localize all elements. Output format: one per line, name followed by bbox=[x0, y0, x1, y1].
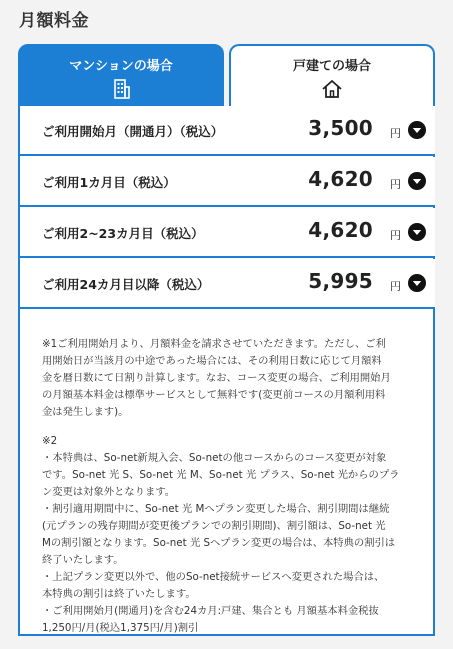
fee-panel bbox=[18, 106, 435, 636]
fee-unit: 円 bbox=[390, 280, 401, 293]
fee-row-month-2-23[interactable] bbox=[20, 208, 435, 258]
note-line: ※2 bbox=[42, 435, 58, 447]
note-line: ・上記プラン変更以外で、他のSo-net接続サービスへ変更された場合は、 bbox=[42, 571, 385, 583]
note-line: ※1ご利用開始月より、月額料金を請求させていただきます。ただし、ご利 bbox=[42, 338, 386, 350]
house-icon bbox=[321, 78, 343, 100]
fee-label: ご利用1カ月目（税込） bbox=[42, 175, 176, 190]
residence-type-tabs bbox=[18, 44, 435, 106]
note-line: 本特典の割引は終了いたします。 bbox=[42, 588, 196, 600]
fee-label: ご利用開始月（開通月）（税込） bbox=[42, 124, 224, 139]
page-title: 月額料金 bbox=[19, 11, 89, 31]
note-line: ン変更は対象外となります。 bbox=[42, 486, 176, 498]
chevron-down-icon[interactable] bbox=[408, 223, 426, 241]
fee-notes bbox=[42, 336, 422, 649]
fee-price: 4,620 bbox=[308, 218, 373, 242]
note-1 bbox=[42, 336, 422, 421]
note-line: ・本特典は、So-net新規入会、So-netの他コースからのコース変更が対象 bbox=[42, 452, 387, 464]
fee-label: ご利用24カ月目以降（税込） bbox=[42, 277, 210, 292]
note-line: ・ご利用開始月(開通月)を含む24カ月:戸建、集合とも 月額基本料金税抜 bbox=[42, 605, 379, 617]
chevron-down-icon[interactable] bbox=[408, 121, 426, 139]
fee-unit: 円 bbox=[390, 178, 401, 191]
tab-house[interactable] bbox=[229, 44, 435, 106]
note-line: 金は発生します)。 bbox=[42, 406, 129, 418]
tab-apartment[interactable] bbox=[18, 44, 224, 106]
note-line: 1,250円/月(税込1,375円/月)割引 bbox=[42, 622, 199, 634]
chevron-down-icon[interactable] bbox=[408, 172, 426, 190]
fee-row-month-24-plus[interactable] bbox=[20, 259, 435, 309]
tab-apartment-label: マンションの場合 bbox=[69, 59, 173, 74]
note-line: (元プランの残存期間が変更後プランでの割引期間)、割引額は、So-net 光 bbox=[42, 520, 386, 532]
note-line: です。So-net 光 S、So-net 光 M、So-net 光 プラス、So-net 光からのプラ bbox=[42, 469, 400, 481]
building-icon bbox=[110, 78, 132, 100]
note-line: 用開始日が当該月の中途であった場合には、その利用日数に応じて月額料 bbox=[42, 355, 382, 367]
chevron-down-icon[interactable] bbox=[408, 274, 426, 292]
fee-price: 5,995 bbox=[308, 269, 373, 293]
note-line: 終了いたします。 bbox=[42, 554, 124, 566]
fee-label: ご利用2~23カ月目（税込） bbox=[42, 226, 204, 241]
fee-row-month-1[interactable] bbox=[20, 157, 435, 207]
note-line: Mの割引額となります。So-net 光 Sへプラン変更の場合は、本特典の割引は bbox=[42, 537, 396, 549]
note-line: の月額基本料金は標準サービスとして無料です(変更前コースの月額利用料 bbox=[42, 389, 386, 401]
fee-price: 4,620 bbox=[308, 167, 373, 191]
fee-row-start-month[interactable] bbox=[20, 106, 435, 156]
note-line: ・割引適用期間中に、So-net 光 Mへプラン変更した場合、割引期間は継続 bbox=[42, 503, 390, 515]
note-line: 金を暦日数にて日割り計算します。なお、コース変更の場合、ご利用開始月 bbox=[42, 372, 391, 384]
note-2 bbox=[42, 433, 422, 637]
tab-house-label: 戸建ての場合 bbox=[292, 59, 371, 74]
fee-unit: 円 bbox=[390, 229, 401, 242]
fee-price: 3,500 bbox=[308, 116, 373, 140]
fee-unit: 円 bbox=[390, 127, 401, 140]
